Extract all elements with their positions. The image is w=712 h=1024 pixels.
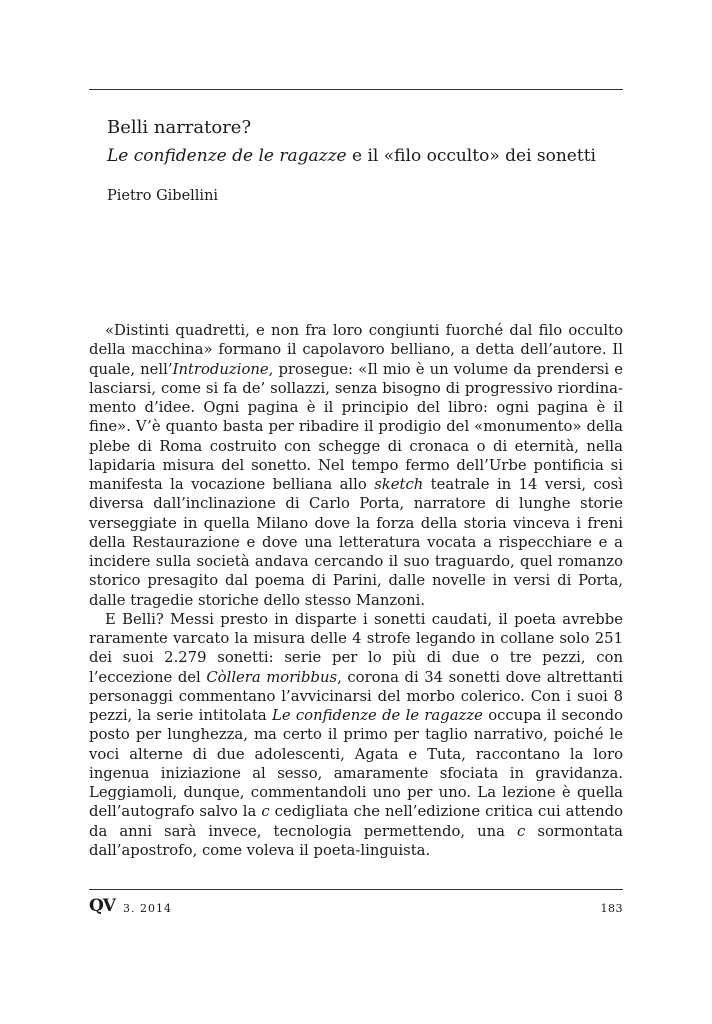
p1-italic-1: Introduzione: [172, 360, 269, 378]
p1-text-3: teatrale in 14 versi, così diversa dall’inclinazione di Carlo Porta, narratore di lunghe storie verseggiate in quella Milano dove la forza della storia vinceva i freni della Restaurazione e dove una letteratura vocata a rispecchiare e a incidere sulla società andava cercando il suo traguardo, quel romanzo storico presagito dal poema di Parini, dalle novelle in versi di Porta, dalle tragedie storiche dello stesso Manzoni.: [89, 476, 623, 609]
p1-text-1: «Distinti quadretti, e non fra loro congiunti fuorché dal filo occulto della macchina» formano il capolavoro belliano, a detta dell’autore. Il quale, nell’: [89, 322, 623, 378]
article-subtitle: [107, 144, 627, 168]
paragraph-2: [89, 610, 623, 860]
p2-text-5: sormontata dall’apostrofo, come voleva il poeta-linguista.: [89, 822, 623, 859]
p1-text-2: , prosegue: «Il mio è un volume da prendersi e lasciarsi, come si fa de’ sollazzi, senza bisogno di progressivo riordinamento d’idee. Ogni pagina è il principio del libro: ogni pagina è il fine». V’è quanto basta per ribadire il prodigio del «monumento» della plebe di Roma costruito con schegge di cronaca o di eternità, nella lapidaria misura del sonetto. Nel tempo fermo dell’Urbe pontificia si manifesta la vocazione belliana allo: [89, 360, 623, 493]
subtitle-italic: Le confidenze de le ragazze: [107, 146, 347, 166]
subtitle-rest: e il «filo occulto» dei sonetti: [346, 146, 596, 166]
article-author: Pietro Gibellini: [107, 188, 219, 204]
issue-number: 3. 2014: [123, 902, 172, 915]
article-header: [107, 116, 627, 206]
article-body: [89, 321, 623, 860]
paragraph-1: [89, 321, 623, 610]
article-title: Belli narratore?: [107, 117, 252, 138]
journal-logo: QV: [89, 896, 115, 916]
p2-italic-4: c: [517, 822, 526, 840]
page-number: 183: [600, 902, 623, 915]
p2-text-2: , corona di 34 sonetti dove altrettanti personaggi commentano l’avvicinarsi del morbo colerico. Con i suoi 8 pezzi, la serie intitolata: [89, 668, 623, 724]
p1-italic-2: sketch: [374, 476, 424, 493]
p2-italic-3: c: [261, 803, 270, 821]
p2-text-1: E Belli? Messi presto in disparte i sonetti caudati, il poeta avrebbe raramente varcato la misura delle 4 strofe legando in collane solo 251 dei suoi 2.279 sonetti: serie per lo più di due o tre pezzi, con l’eccezione del: [89, 610, 623, 686]
p2-italic-2: Le confidenze de le ragazze: [272, 707, 483, 724]
p2-text-3: occupa il secondo posto per lunghezza, ma certo il primo per taglio narrativo, poiché le voci alterne di due adolescenti, Agata e Tuta, raccontano la loro ingenua iniziazione al sesso, amaramente sfociata in gravidanza. Leggiamoli, dunque, commentandoli uno per uno. La lezione è quella dell’autografo salvo la: [89, 707, 623, 821]
p2-text-4: cedigliata che nell’edizione critica cui attendo da anni sarà invece, tecnologia permettendo, una: [89, 803, 623, 840]
top-rule: [89, 89, 623, 90]
bottom-rule: [89, 889, 623, 890]
page-footer: [89, 896, 623, 920]
p2-italic-1: Còllera moribbus: [206, 668, 338, 686]
